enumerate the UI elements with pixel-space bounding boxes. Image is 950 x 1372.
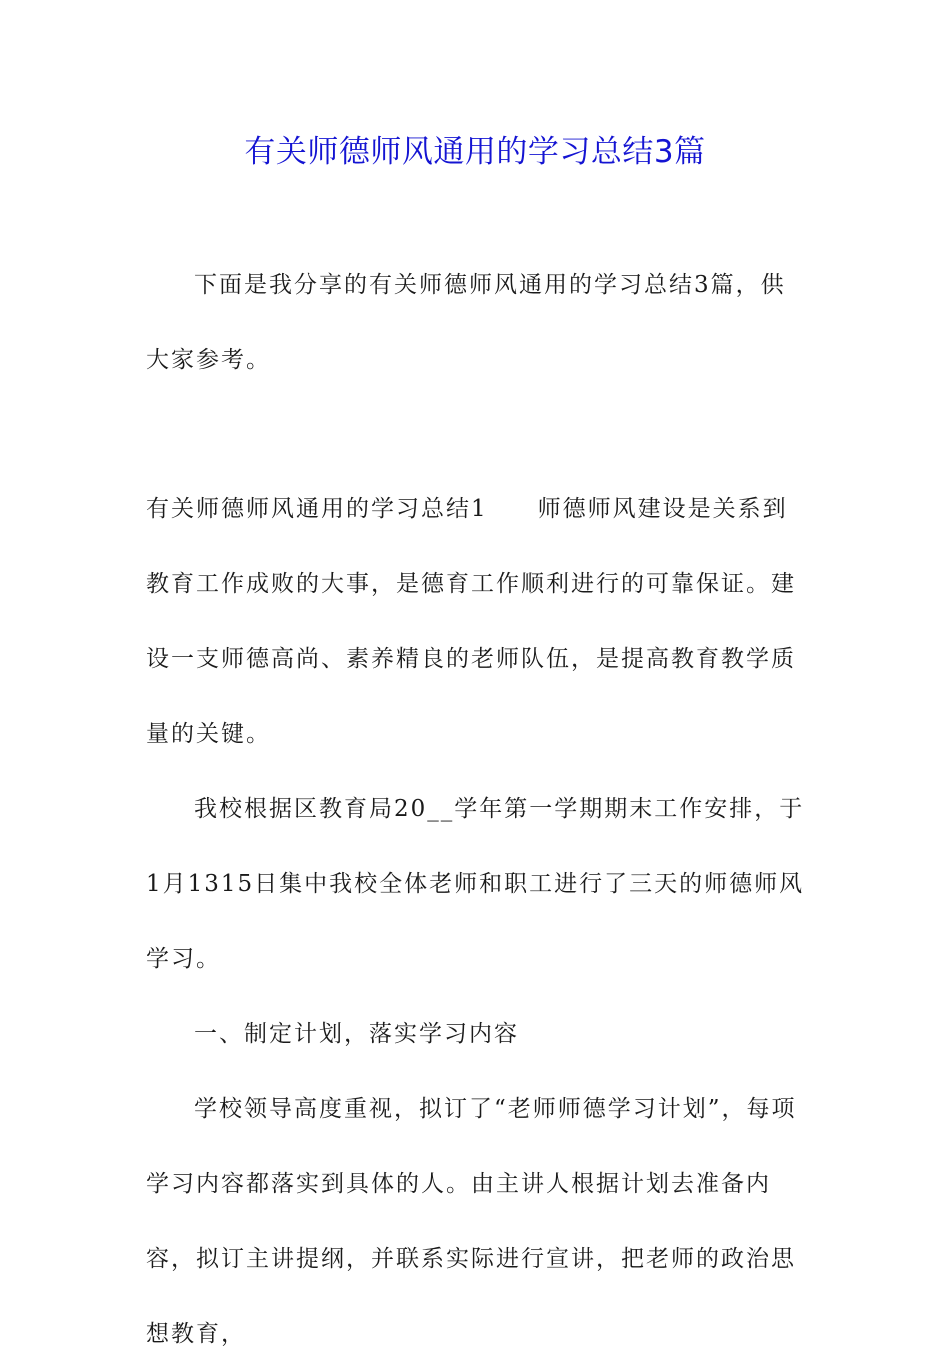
section-1-first-paragraph: 师德师风建设是关系到教育工作成败的大事，是德育工作顺利进行的可靠保证。建设一支师德高尚、素养精良的老师队伍，是提高教育教学质量的关键。 bbox=[146, 496, 796, 747]
paragraph-2: 我校根据区教育局20__学年第一学期期末工作安排，于1月1315日集中我校全体老师和职工进行了三天的师德师风学习。 bbox=[146, 796, 805, 972]
document-title: 有关师德师风通用的学习总结3篇 bbox=[244, 134, 706, 170]
paragraph-3: 学校领导高度重视，拟订了“老师师德学习计划”，每项学习内容都落实到具体的人。由主讲人根据计划去准备内容，拟订主讲提纲，并联系实际进行宣讲，把老师的政治思想教育， bbox=[146, 1096, 797, 1347]
sub-heading-1: 一、制定计划，落实学习内容 bbox=[194, 1021, 519, 1047]
section-1 bbox=[146, 472, 806, 1372]
section-1-heading: 有关师德师风通用的学习总结1 bbox=[146, 496, 488, 522]
intro-paragraph bbox=[146, 248, 806, 398]
intro-text: 下面是我分享的有关师德师风通用的学习总结3篇，供大家参考。 bbox=[146, 272, 786, 373]
section-1-paragraph bbox=[146, 472, 806, 772]
